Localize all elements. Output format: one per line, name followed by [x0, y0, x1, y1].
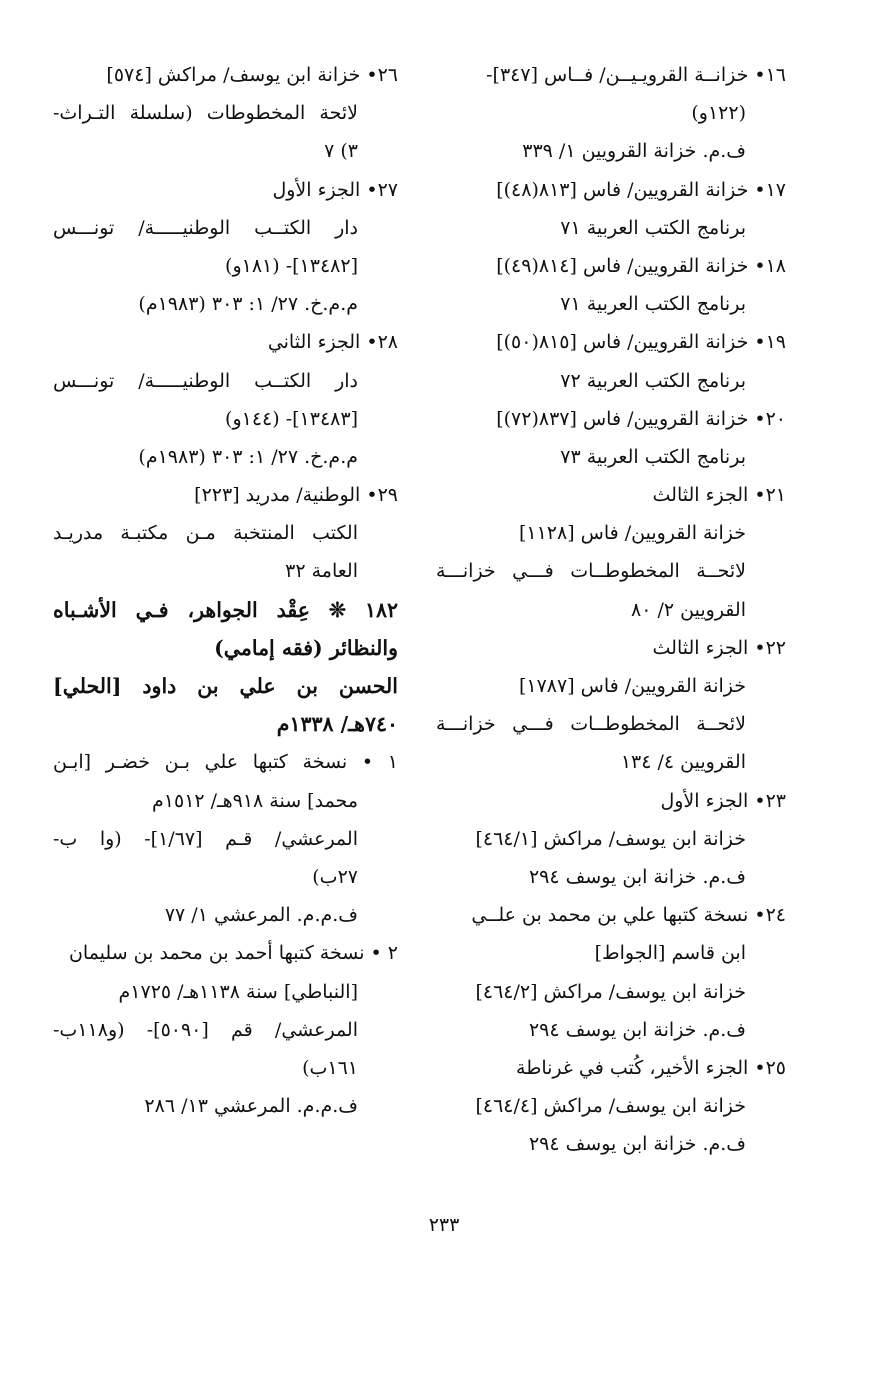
text-line: لائحــة المخطوطــات فـــي خزانـــة: [436, 560, 746, 583]
text-line: المرعشي/ قـم [١/٦٧]- (وا ب-: [53, 827, 358, 850]
text-line: [النباطي] سنة ١١٣٨هـ/ ١٧٢٥م: [118, 980, 358, 1003]
right-column: [436, 56, 786, 1163]
text-line: [١٣٤٨٢]- (١٨١و): [225, 254, 358, 277]
text-line: ٢٣• الجزء الأول: [660, 789, 786, 812]
text-line: ف.م. خزانة ابن يوسف ٢٩٤: [528, 865, 746, 888]
text-line: القرويين ٤/ ١٣٤: [620, 751, 746, 774]
page-number: ٢٣٣: [428, 1214, 460, 1236]
text-line: ٢٧• الجزء الأول: [272, 178, 398, 201]
text-line: ٢٤• نسخة كتبها علي بن محمد بن علــي: [471, 904, 786, 927]
text-line: (١٢٢و): [691, 102, 746, 125]
text-line: محمد] سنة ٩١٨هـ/ ١٥١٢م: [152, 789, 358, 812]
text-line: برنامج الكتب العربية ٧٢: [560, 369, 746, 392]
text-line: ٢٥• الجزء الأخير، كُتب في غرناطة: [516, 1056, 786, 1079]
text-line: ف.م. خزانة ابن يوسف ٢٩٤: [528, 1133, 746, 1156]
entry-heading-line: والنظائر (فقه إمامي): [214, 635, 398, 660]
text-line: ف.م.م. المرعشي ١/ ٧٧: [164, 904, 358, 927]
text-line: دار الكتــب الوطنيـــــة/ تونـــس: [53, 369, 358, 392]
entry-heading-line: ١٨٢ ❊ عِقْد الجواهر، فـي الأشـباه: [53, 597, 398, 622]
text-line: ف.م. خزانة ابن يوسف ٢٩٤: [528, 1018, 746, 1041]
text-line: خزانة ابن يوسف/ مراكش [٤٦٤/١]: [475, 827, 746, 850]
entry-heading-line: الحسن بن علي بن داود [الحلي]: [53, 674, 398, 698]
text-line: ١٧• خزانة القرويين/ فاس [٨١٣(٤٨)]: [496, 178, 786, 201]
text-line: المرعشي/ قم [٥٠٩٠]- (و١١٨ب-: [53, 1018, 358, 1041]
text-line: ٢٨• الجزء الثاني: [267, 331, 398, 354]
text-line: برنامج الكتب العربية ٧١: [560, 293, 746, 316]
text-line: العامة ٣٢: [285, 560, 358, 583]
text-line: [١٣٤٨٣]- (١٤٤و): [225, 407, 358, 430]
text-line: ١٦• خزانــة القرويـيــن/ فــاس [٣٤٧]-: [486, 64, 786, 86]
text-line: م.م.خ. ٢٧/ ١: ٣٠٣ (١٩٨٣م): [138, 293, 358, 316]
text-line: ٢٧ب): [312, 865, 358, 888]
text-line: ٢ • نسخة كتبها أحمد بن محمد بن سليمان: [68, 942, 398, 965]
text-line: ٣) ٧: [324, 140, 358, 163]
text-line: م.م.خ. ٢٧/ ١: ٣٠٣ (١٩٨٣م): [138, 445, 358, 468]
text-line: خزانة ابن يوسف/ مراكش [٤٦٤/٤]: [475, 1095, 746, 1118]
text-line: ٢١• الجزء الثالث: [652, 484, 786, 507]
text-line: خزانة ابن يوسف/ مراكش [٤٦٤/٢]: [475, 980, 746, 1003]
text-line: برنامج الكتب العربية ٧١: [560, 216, 746, 239]
text-line: ٢٠• خزانة القرويين/ فاس [٨٣٧(٧٢)]: [496, 407, 786, 430]
text-line: ١٦١ب): [302, 1056, 358, 1079]
left-column: [53, 56, 398, 1125]
text-line: ١٩• خزانة القرويين/ فاس [٨١٥(٥٠)]: [496, 331, 786, 354]
text-line: برنامج الكتب العربية ٧٣: [560, 445, 746, 468]
text-line: ٢٩• الوطنية/ مدريد [٢٢٣]: [194, 484, 398, 507]
text-line: ٢٢• الجزء الثالث: [652, 636, 786, 659]
entry-heading-line: ٧٤٠هـ/ ١٣٣٨م: [276, 712, 398, 737]
text-line: الكتب المنتخبة مـن مكتبـة مدريـد: [53, 522, 358, 545]
text-line: ١ • نسخة كتبها علي بـن خضـر [ابـن: [53, 751, 398, 774]
text-line: ١٨• خزانة القرويين/ فاس [٨١٤(٤٩)]: [496, 254, 786, 277]
text-line: ٢٦• خزانة ابن يوسف/ مراكش [٥٧٤]: [106, 64, 398, 86]
text-line: ابن قاسم [الجواط]: [594, 942, 746, 965]
text-line: دار الكتــب الوطنيـــــة/ تونـــس: [53, 216, 358, 239]
text-line: لائحة المخطوطات (سلسلة التـراث-: [53, 102, 358, 125]
text-line: القرويين ٢/ ٨٠: [631, 598, 746, 621]
text-line: لائحــة المخطوطــات فـــي خزانـــة: [436, 713, 746, 736]
text-line: خزانة القرويين/ فاس [١٧٨٧]: [518, 675, 746, 697]
text-line: ف.م.م. المرعشي ١٣/ ٢٨٦: [144, 1095, 358, 1118]
text-line: ف.م. خزانة القرويين ١/ ٣٣٩: [522, 140, 746, 163]
text-line: خزانة القرويين/ فاس [١١٢٨]: [518, 522, 746, 545]
